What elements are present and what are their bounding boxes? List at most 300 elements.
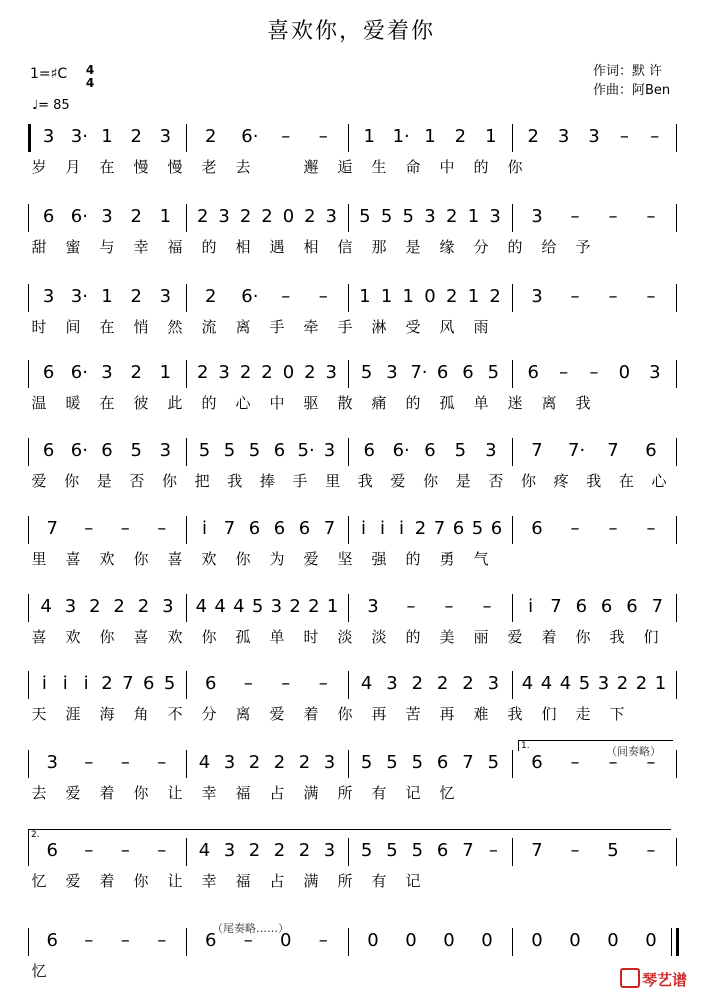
note: 4 (540, 673, 553, 694)
barline (512, 204, 513, 232)
lyric-char: 我 (609, 628, 625, 646)
lyric-char: 丽 (473, 628, 489, 646)
note: 0 (282, 206, 295, 227)
note: 6 (363, 440, 375, 461)
lyric-char: 你 (133, 550, 149, 568)
barline (512, 750, 513, 778)
note: 1 (101, 286, 113, 307)
note: 0 (282, 362, 295, 383)
note: 5 (471, 518, 484, 539)
note: – (84, 930, 94, 951)
lyric-char: 甜 (31, 238, 47, 256)
note: 5 (487, 362, 500, 383)
note: i (379, 518, 385, 539)
note: 1 (159, 362, 172, 383)
note: 1 (363, 126, 375, 147)
note: – (608, 286, 618, 307)
lyric-char: 在 (99, 158, 115, 176)
score-row (0, 928, 702, 1008)
note: 0 (645, 930, 657, 951)
note: 3 (367, 596, 379, 617)
note: 7 (223, 518, 236, 539)
lyric-char: 雨 (473, 318, 489, 336)
lyric-char: 我 (575, 394, 591, 412)
lyric-char: 逅 (337, 158, 353, 176)
lyric-char: 为 (269, 550, 285, 568)
note: 6 (273, 518, 286, 539)
note: 5 (411, 752, 424, 773)
barline (676, 838, 677, 866)
lyric-char: 勇 (439, 550, 455, 568)
barline (348, 750, 349, 778)
note: 2 (445, 206, 458, 227)
barline (348, 204, 349, 232)
note: – (318, 930, 328, 951)
note: 2 (304, 206, 316, 227)
note: 6· (241, 126, 259, 147)
note: 5 (251, 596, 264, 617)
barline (28, 838, 29, 866)
time-signature-bottom: 4 (85, 76, 95, 90)
lyric-char: 时 (303, 628, 319, 646)
lyric-char: 暖 (65, 394, 81, 412)
lyric-char: 慢 (167, 158, 183, 176)
lyric-char: 月 (65, 158, 81, 176)
note: 6 (205, 673, 217, 694)
barline (28, 594, 29, 622)
note: 2 (436, 673, 449, 694)
lyric-char: 忆 (439, 784, 455, 802)
score-row (0, 594, 702, 674)
note: 6· (70, 206, 88, 227)
lyric-char: 遇 (269, 238, 285, 256)
lyric-char: 邂 (303, 158, 319, 176)
note: 3 (649, 362, 661, 383)
barline (676, 204, 677, 232)
lyric-char: 有 (371, 784, 387, 802)
lyric-char: 你 (235, 550, 251, 568)
score-row (0, 360, 702, 440)
note: – (646, 518, 656, 539)
lyric-char: 欢 (65, 628, 81, 646)
note: 5 (198, 440, 211, 461)
lyric-char: 我 (227, 472, 243, 490)
barline (348, 124, 349, 152)
lyric-char: 流 (201, 318, 217, 336)
note: 2 (248, 752, 261, 773)
note: 3 (323, 440, 336, 461)
lyric-char: 散 (337, 394, 353, 412)
lyric-char: 所 (337, 784, 353, 802)
note: 7 (550, 596, 562, 617)
note: 7· (568, 440, 586, 461)
credits (593, 62, 670, 100)
note: 4 (198, 840, 211, 861)
lyric-char: 生 (371, 158, 387, 176)
lyric-char: 难 (473, 705, 489, 723)
barline (186, 671, 187, 699)
lyric-char: 风 (439, 318, 455, 336)
note: 3 (218, 362, 230, 383)
note: 3 (223, 752, 236, 773)
note: 0 (618, 362, 631, 383)
score-row (0, 284, 702, 364)
lyric-char: 你 (337, 705, 353, 723)
barline (676, 594, 677, 622)
lyric-char: 爱 (303, 550, 319, 568)
note: 3 (270, 596, 283, 617)
lyric-char: 海 (99, 705, 115, 723)
lyric-char: 手 (337, 318, 353, 336)
lyric-char: 下 (609, 705, 625, 723)
note: – (318, 286, 328, 307)
note: 1 (359, 286, 371, 307)
note: 6 (490, 518, 503, 539)
note: 2 (414, 518, 427, 539)
barline (186, 124, 187, 152)
note: 3 (159, 440, 172, 461)
note: 5 (248, 440, 261, 461)
note: – (406, 596, 416, 617)
lyric-char: 美 (439, 628, 455, 646)
lyric-char: 彼 (133, 394, 149, 412)
note: 0 (280, 930, 292, 951)
lyric-char: 满 (303, 784, 319, 802)
lyric-char: 离 (541, 394, 557, 412)
lyric-char: 你 (133, 872, 149, 890)
lyric-char: 否 (488, 472, 504, 490)
barline (28, 438, 29, 466)
note: – (482, 596, 492, 617)
lyric-char: 的 (201, 238, 217, 256)
barline (186, 516, 187, 544)
lyric-char: 欢 (201, 550, 217, 568)
lyric-char: 然 (167, 318, 183, 336)
note: 3 (489, 206, 501, 227)
key-label: 1=♯C (30, 66, 68, 82)
lyric-char: 是 (455, 472, 471, 490)
barline (512, 594, 513, 622)
lyric-char: 爱 (269, 705, 285, 723)
barline (512, 124, 513, 152)
note: i (528, 596, 534, 617)
lyric-char: 喜 (167, 550, 183, 568)
note: 3 (223, 840, 236, 861)
lyric-char: 福 (235, 872, 251, 890)
lyric-char: 满 (303, 872, 319, 890)
barline (186, 284, 187, 312)
lyric-char: 占 (269, 872, 285, 890)
note: 3 (159, 126, 172, 147)
lyric-char: 福 (167, 238, 183, 256)
note: 4 (233, 596, 245, 617)
note: 7 (531, 440, 543, 461)
lyric-char: 心 (235, 394, 251, 412)
lyric-char: 让 (167, 784, 183, 802)
lyric-char: 去 (235, 158, 251, 176)
lyric-char: 与 (99, 238, 115, 256)
lyric-char: 信 (337, 238, 353, 256)
outro-note: （尾奏略……） (212, 922, 289, 935)
note: 4 (521, 673, 534, 694)
watermark-logo (620, 968, 687, 990)
tempo-marking: ♩= 85 (32, 98, 70, 113)
lyric-char: 幸 (133, 238, 149, 256)
note: 5 (380, 206, 393, 227)
note: – (84, 518, 94, 539)
lyric-char: 相 (303, 238, 319, 256)
note: – (281, 286, 291, 307)
lyric-char: 迷 (507, 394, 523, 412)
note: 2 (273, 752, 286, 773)
note: 3 (162, 596, 174, 617)
lyric-char: 牵 (303, 318, 319, 336)
barline (348, 284, 349, 312)
barline (512, 360, 513, 388)
barline (512, 928, 513, 956)
lyric-char: 是 (96, 472, 112, 490)
lyric-char: 苦 (405, 705, 421, 723)
lyric-char: 让 (167, 872, 183, 890)
lyric-char: 欢 (99, 550, 115, 568)
note: 2 (239, 206, 252, 227)
note: – (157, 840, 167, 861)
note: 7 (433, 518, 446, 539)
time-signature-top: 4 (85, 63, 95, 77)
lyric-char: 中 (269, 394, 285, 412)
note: 5 (386, 840, 398, 861)
volta-2 (28, 829, 671, 840)
note: i (201, 518, 207, 539)
lyric-char: 所 (337, 872, 353, 890)
note: 6 (436, 362, 449, 383)
score-row (0, 438, 702, 518)
barline (348, 838, 349, 866)
lyric-char: 予 (575, 238, 591, 256)
note: 6 (462, 362, 474, 383)
note: 3 (424, 206, 436, 227)
lyric-char: 在 (99, 318, 115, 336)
note: 0 (367, 930, 379, 951)
note: 4 (360, 673, 373, 694)
note: 5 (578, 673, 591, 694)
note: 5 (163, 673, 176, 694)
barline (28, 204, 29, 232)
note: 1 (467, 206, 480, 227)
note: – (84, 752, 94, 773)
note: – (570, 518, 580, 539)
barline (512, 671, 513, 699)
volta-1-label: 1. (521, 741, 530, 751)
note: 2 (130, 362, 142, 383)
lyric-char: 孤 (439, 394, 455, 412)
note: 2 (304, 362, 316, 383)
note: 2 (489, 286, 501, 307)
note: 6 (298, 518, 311, 539)
barline (28, 928, 29, 956)
lyric-char: 记 (405, 872, 421, 890)
note: 3 (325, 362, 337, 383)
lyric-char: 温 (31, 394, 47, 412)
lyric-char: 在 (99, 394, 115, 412)
lyric-char: 疼 (553, 472, 569, 490)
note: – (646, 752, 656, 773)
note: 6 (626, 596, 638, 617)
note: – (570, 840, 580, 861)
barline (676, 284, 677, 312)
note: – (120, 840, 130, 861)
lyric-char: 里 (31, 550, 47, 568)
lyric-char: 喜 (31, 628, 47, 646)
score-row (0, 671, 702, 751)
note: – (157, 930, 167, 951)
note: 7 (462, 752, 474, 773)
barline (512, 838, 513, 866)
barline (186, 204, 187, 232)
note: 1 (654, 673, 667, 694)
note: 5 (360, 752, 373, 773)
lyric-char: 记 (405, 784, 421, 802)
note: 3 (101, 206, 113, 227)
note: i (62, 673, 68, 694)
barline (348, 516, 349, 544)
note: 6 (436, 752, 449, 773)
barline (348, 671, 349, 699)
key-signature (30, 66, 67, 82)
final-barline-thin (671, 928, 672, 956)
barline (186, 438, 187, 466)
note: 6 (531, 518, 543, 539)
note: 2 (298, 752, 311, 773)
lyric-char: 你 (64, 472, 80, 490)
lyric-char: 喜 (133, 628, 149, 646)
note: 3 (323, 752, 336, 773)
note: i (398, 518, 404, 539)
barline (28, 750, 29, 778)
lyric-char: 占 (269, 784, 285, 802)
note: 1 (485, 126, 497, 147)
note: 6 (42, 206, 55, 227)
barline (348, 928, 349, 956)
barline (28, 124, 31, 152)
note: 2 (308, 596, 320, 617)
note: 2 (273, 840, 286, 861)
lyric-char: 强 (371, 550, 387, 568)
lyric-char: 给 (541, 238, 557, 256)
note: 6 (248, 518, 261, 539)
lyric-char: 蜜 (65, 238, 81, 256)
note: – (570, 206, 580, 227)
note: 2 (635, 673, 648, 694)
note: 5 (360, 840, 373, 861)
lyric-char: 我 (586, 472, 602, 490)
lyric-char: 悄 (133, 318, 149, 336)
note: 3 (597, 673, 610, 694)
lyric-char: 在 (618, 472, 634, 490)
note: – (281, 126, 291, 147)
note: – (281, 673, 291, 694)
note: – (488, 840, 498, 861)
lyric-char: 爱 (65, 784, 81, 802)
lyric-char: 着 (541, 628, 557, 646)
lyric-char: 我 (357, 472, 373, 490)
note: 0 (405, 930, 417, 951)
note: – (650, 126, 660, 147)
note: 1 (159, 206, 172, 227)
lyric-char: 幸 (201, 784, 217, 802)
note: 7· (410, 362, 428, 383)
note: 2 (261, 206, 273, 227)
note: 6· (241, 286, 259, 307)
note: i (83, 673, 89, 694)
barline (186, 750, 187, 778)
note: 1 (467, 286, 480, 307)
interlude-note: （间奏略） (606, 745, 661, 758)
lyric-char: 的 (405, 628, 421, 646)
lyric-char: 老 (201, 158, 217, 176)
barline (186, 594, 187, 622)
note: 3 (588, 126, 600, 147)
lyric-char: 不 (167, 705, 183, 723)
note: 3 (46, 752, 58, 773)
lyric-char: 分 (473, 238, 489, 256)
note: 2 (445, 286, 458, 307)
lyric-char: 你 (423, 472, 439, 490)
lyric-char: 淡 (337, 628, 353, 646)
note: 6 (527, 362, 539, 383)
note: – (619, 126, 629, 147)
note: i (41, 673, 47, 694)
note: 4 (40, 596, 52, 617)
note: 1 (380, 286, 393, 307)
lyric-char: 痛 (371, 394, 387, 412)
composer-credit: 作曲：阿Ben (593, 83, 671, 98)
note: 3 (485, 440, 497, 461)
note: 7 (531, 840, 543, 861)
volta-1 (518, 740, 673, 751)
note: 3· (70, 286, 88, 307)
note: 2 (248, 840, 261, 861)
note: 6· (70, 440, 88, 461)
barline (676, 750, 677, 778)
lyric-char: 们 (643, 628, 659, 646)
lyric-char: 的 (201, 394, 217, 412)
lyric-char: 你 (133, 784, 149, 802)
note: 2 (261, 362, 273, 383)
note: 2 (130, 126, 142, 147)
note: 2 (411, 673, 424, 694)
note: 0 (443, 930, 455, 951)
barline (28, 360, 29, 388)
note: 1 (101, 126, 113, 147)
lyric-char: 驱 (303, 394, 319, 412)
note: 6 (205, 930, 217, 951)
lyric-char: 淋 (371, 318, 387, 336)
note: – (608, 518, 618, 539)
lyric-char: 捧 (259, 472, 275, 490)
lyric-char: 爱 (65, 872, 81, 890)
lyric-char: 的 (405, 394, 421, 412)
score-row (0, 516, 702, 596)
note: 2 (454, 126, 467, 147)
note: – (157, 752, 167, 773)
lyric-char: 有 (371, 872, 387, 890)
lyric-char: 着 (99, 872, 115, 890)
lyric-char: 爱 (507, 628, 523, 646)
note: – (84, 840, 94, 861)
barline (676, 928, 679, 956)
note: 3 (42, 126, 55, 147)
